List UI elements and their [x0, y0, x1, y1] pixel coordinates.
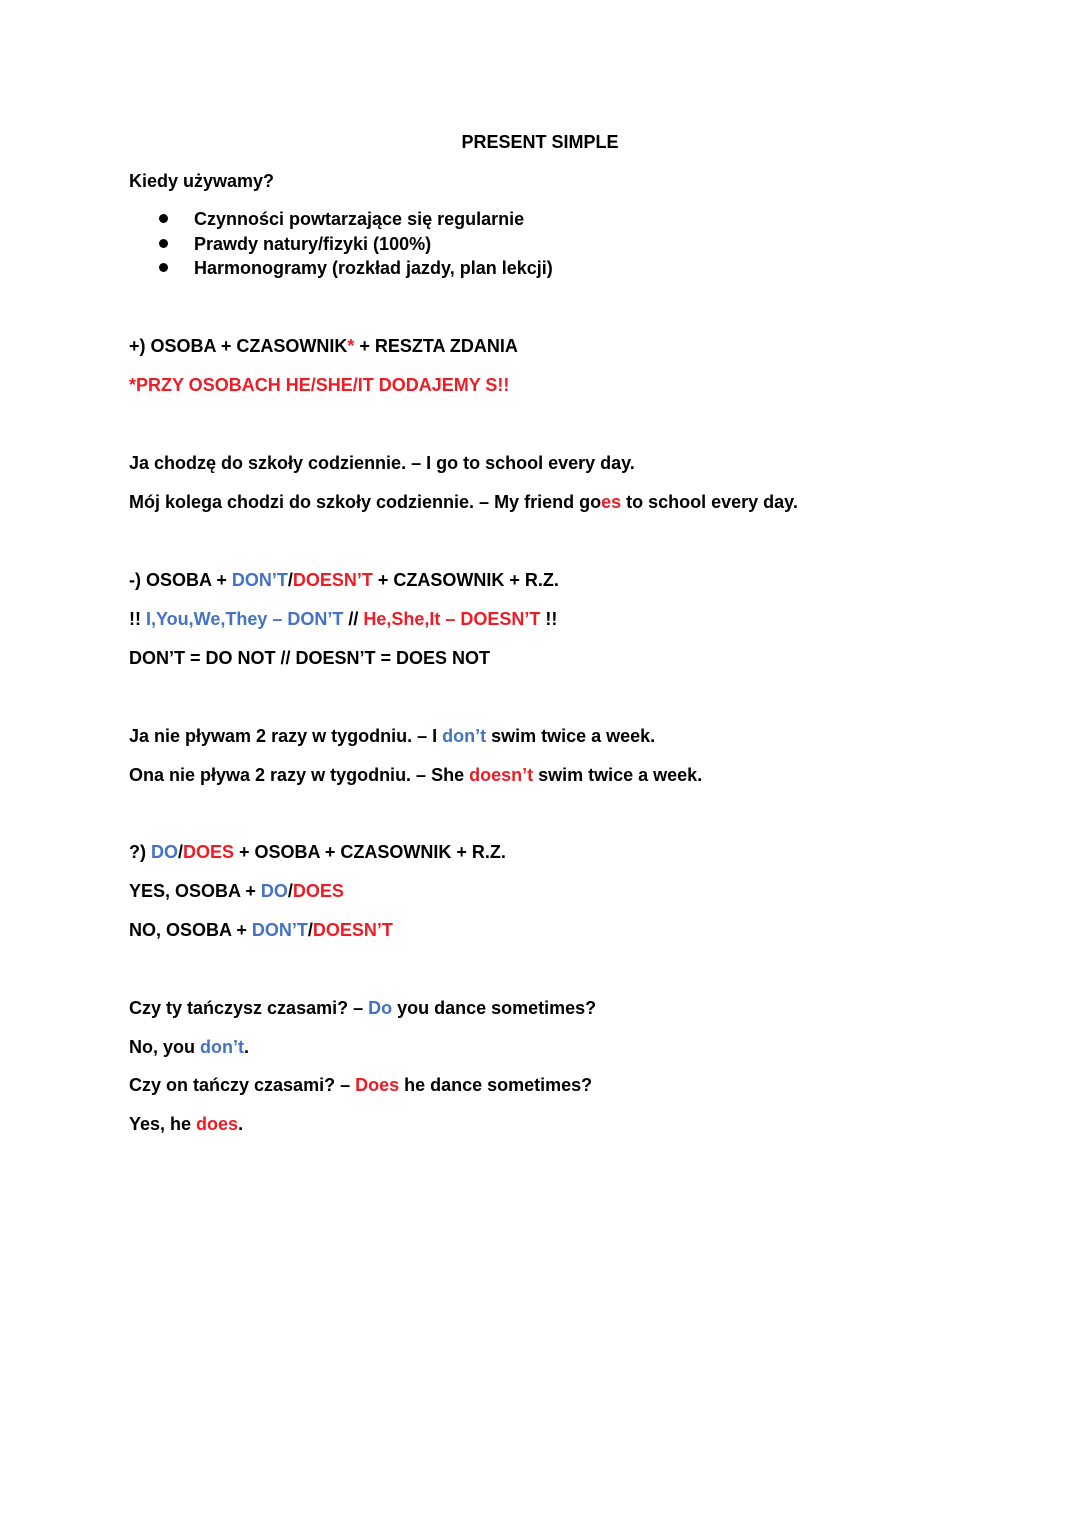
positive-note: *PRZY OSOBACH HE/SHE/IT DODAJEMY S!!: [129, 375, 510, 395]
rule-text: //: [343, 609, 364, 629]
negative-formula: [129, 569, 559, 591]
uses-list: [129, 208, 553, 282]
bullet-icon: [159, 214, 168, 223]
example-text: .: [238, 1114, 244, 1134]
intro-question: Kiedy używamy?: [129, 171, 275, 191]
dont-word: DON’T: [231, 570, 288, 590]
doesnt-word: doesn’t: [469, 765, 534, 785]
question-example-2: [129, 1036, 249, 1058]
negative-expansion: DON’T = DO NOT // DOESN’T = DOES NOT: [129, 648, 491, 668]
slash: /: [287, 570, 293, 590]
list-item-text: Harmonogramy (rozkład jazdy, plan lekcji): [194, 258, 553, 278]
formula-text: +) OSOBA + CZASOWNIK: [129, 336, 348, 356]
example-text: you dance sometimes?: [392, 998, 597, 1018]
rule-blue: I,You,We,They – DON’T: [146, 609, 344, 629]
do-word: DO: [151, 842, 178, 862]
rule-text: !!: [540, 609, 558, 629]
question-formula: [129, 841, 506, 863]
list-item: [129, 208, 553, 233]
do-word: DO: [260, 881, 288, 901]
slash: /: [307, 920, 313, 940]
negative-rule: [129, 608, 557, 630]
example-text: Mój kolega chodzi do szkoły codziennie. – My friend go: [129, 492, 602, 512]
page-title: PRESENT SIMPLE: [461, 132, 619, 152]
rule-text: !!: [129, 609, 146, 629]
highlight-ending: es: [601, 492, 622, 512]
question-no-formula: [129, 919, 393, 941]
example-text: to school every day.: [621, 492, 798, 512]
negative-example-2: [129, 764, 702, 786]
list-item-text: Prawdy natury/fizyki (100%): [194, 233, 432, 254]
example-text: Czy ty tańczysz czasami? –: [129, 998, 369, 1018]
positive-formula: [129, 335, 518, 357]
question-yes-formula: [129, 880, 344, 902]
example-text: Ja nie pływam 2 razy w tygodniu. – I: [129, 726, 443, 746]
slash: /: [178, 842, 184, 862]
formula-text: + CZASOWNIK + R.Z.: [372, 570, 559, 590]
doesnt-word: DOESN’T: [312, 920, 393, 940]
example-text: swim twice a week.: [486, 726, 656, 746]
example-text: Czy on tańczy czasami? –: [129, 1075, 356, 1095]
example-text: Yes, he: [129, 1114, 197, 1134]
rule-red: He,She,It – DOESN’T: [363, 609, 541, 629]
example-text: swim twice a week.: [533, 765, 703, 785]
do-word: Do: [368, 998, 393, 1018]
formula-text: YES, OSOBA +: [129, 881, 261, 901]
dont-word: don’t: [200, 1037, 244, 1057]
list-item: [129, 257, 553, 282]
formula-text: + OSOBA + CZASOWNIK + R.Z.: [234, 842, 506, 862]
does-word: Does: [355, 1075, 400, 1095]
formula-text: ?): [129, 842, 151, 862]
list-item: [129, 233, 553, 258]
bullet-icon: [159, 263, 168, 272]
does-word: does: [196, 1114, 239, 1134]
example-text: he dance sometimes?: [399, 1075, 593, 1095]
example-text: .: [243, 1037, 249, 1057]
dont-word: DON’T: [251, 920, 308, 940]
formula-text: NO, OSOBA +: [129, 920, 252, 940]
list-item-text: Czynności powtarzające się regularnie: [194, 209, 525, 229]
question-example-4: [129, 1113, 243, 1135]
does-word: DOES: [292, 881, 344, 901]
doesnt-word: DOESN’T: [292, 570, 373, 590]
question-example-3: [129, 1074, 592, 1096]
positive-example-2: [129, 491, 798, 513]
example-text: No, you: [129, 1037, 200, 1057]
positive-example-1: Ja chodzę do szkoły codziennie. – I go to school every day.: [129, 453, 635, 473]
does-word: DOES: [183, 842, 235, 862]
slash: /: [287, 881, 293, 901]
asterisk-mark: *: [347, 336, 355, 356]
question-example-1: [129, 997, 596, 1019]
formula-text: + RESZTA ZDANIA: [354, 336, 518, 356]
negative-example-1: [129, 725, 655, 747]
formula-text: -) OSOBA +: [129, 570, 232, 590]
example-text: Ona nie pływa 2 razy w tygodniu. – She: [129, 765, 470, 785]
dont-word: don’t: [442, 726, 487, 746]
bullet-icon: [159, 239, 168, 248]
